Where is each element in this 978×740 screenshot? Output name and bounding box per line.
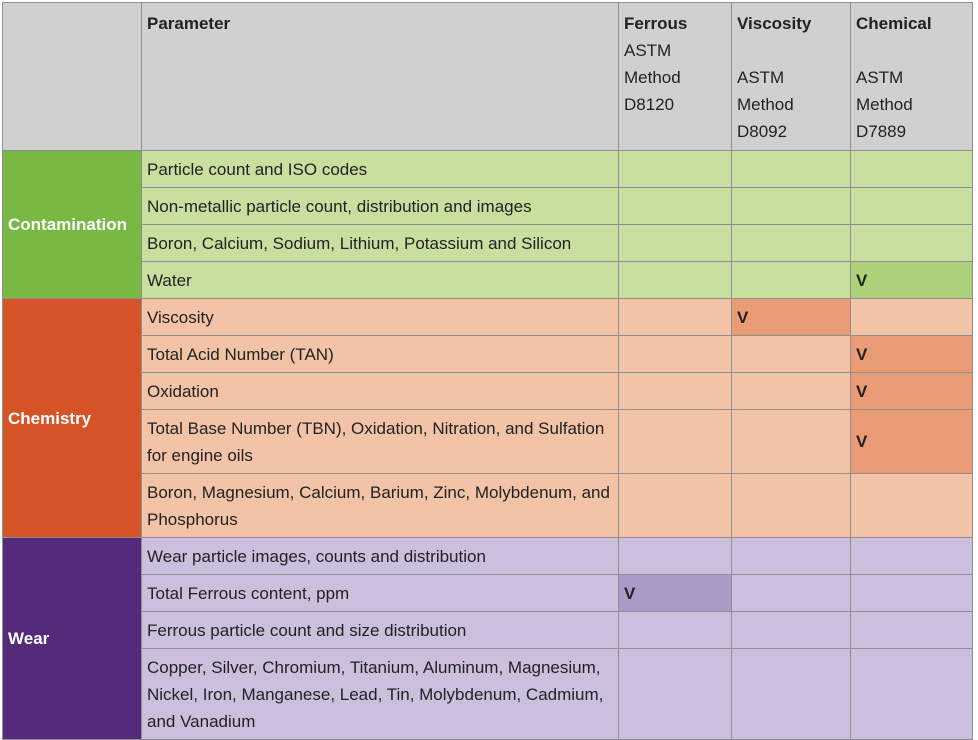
parameter-cell: Oxidation xyxy=(142,373,619,410)
parameter-cell: Total Ferrous content, ppm xyxy=(142,575,619,612)
ferrous-check-mark: V xyxy=(619,575,732,612)
header-ferrous-line: ASTM xyxy=(624,41,672,60)
table-wrapper xyxy=(2,2,973,740)
parameter-cell: Non-metallic particle count, distribution and images xyxy=(142,188,619,225)
header-viscosity-line: Method xyxy=(737,95,794,114)
table-row xyxy=(3,538,973,575)
table-row xyxy=(3,262,973,299)
chemical-cell xyxy=(851,575,973,612)
table-row xyxy=(3,612,973,649)
header-ferrous-line: Method xyxy=(624,68,681,87)
chemical-cell xyxy=(851,299,973,336)
ferrous-cell xyxy=(619,299,732,336)
viscosity-cell xyxy=(732,373,851,410)
header-parameter-label: Parameter xyxy=(147,14,231,33)
group-label-contamination: Contamination xyxy=(3,151,142,299)
header-chemical xyxy=(851,3,973,151)
viscosity-check-mark: V xyxy=(732,299,851,336)
parameter-cell: Particle count and ISO codes xyxy=(142,151,619,188)
viscosity-cell xyxy=(732,262,851,299)
ferrous-cell xyxy=(619,649,732,740)
header-chemical-line: ASTM xyxy=(856,68,904,87)
header-row xyxy=(3,3,973,151)
header-viscosity xyxy=(732,3,851,151)
chemical-cell xyxy=(851,151,973,188)
viscosity-cell xyxy=(732,225,851,262)
table-row xyxy=(3,649,973,740)
table-row xyxy=(3,575,973,612)
ferrous-cell xyxy=(619,612,732,649)
chemical-cell xyxy=(851,474,973,538)
parameter-cell: Boron, Calcium, Sodium, Lithium, Potassium and Silicon xyxy=(142,225,619,262)
parameter-cell: Boron, Magnesium, Calcium, Barium, Zinc, Molybdenum, and Phosphorus xyxy=(142,474,619,538)
viscosity-cell xyxy=(732,474,851,538)
header-chemical-line: Method xyxy=(856,95,913,114)
header-ferrous xyxy=(619,3,732,151)
ferrous-cell xyxy=(619,474,732,538)
header-parameter xyxy=(142,3,619,151)
test-method-table xyxy=(2,2,973,740)
header-ferrous-title: Ferrous xyxy=(624,14,688,33)
viscosity-cell xyxy=(732,575,851,612)
table-row xyxy=(3,299,973,336)
viscosity-cell xyxy=(732,538,851,575)
ferrous-cell xyxy=(619,225,732,262)
ferrous-cell xyxy=(619,188,732,225)
chemical-check-mark: V xyxy=(851,373,973,410)
parameter-cell: Water xyxy=(142,262,619,299)
chemical-cell xyxy=(851,649,973,740)
ferrous-cell xyxy=(619,538,732,575)
chemical-cell xyxy=(851,225,973,262)
table-row xyxy=(3,336,973,373)
table-row xyxy=(3,373,973,410)
table-row xyxy=(3,474,973,538)
header-viscosity-title: Viscosity xyxy=(737,14,812,33)
viscosity-cell xyxy=(732,188,851,225)
header-viscosity-line: ASTM xyxy=(737,68,785,87)
chemical-cell xyxy=(851,538,973,575)
parameter-cell: Wear particle images, counts and distribution xyxy=(142,538,619,575)
header-chemical-line: D7889 xyxy=(856,122,907,141)
header-viscosity-line: D8092 xyxy=(737,122,788,141)
parameter-cell: Ferrous particle count and size distribution xyxy=(142,612,619,649)
table-row xyxy=(3,225,973,262)
header-chemical-title: Chemical xyxy=(856,14,932,33)
table-row xyxy=(3,151,973,188)
group-label-chemistry: Chemistry xyxy=(3,299,142,538)
chemical-check-mark: V xyxy=(851,410,973,474)
chemical-check-mark: V xyxy=(851,336,973,373)
ferrous-cell xyxy=(619,262,732,299)
parameter-cell: Copper, Silver, Chromium, Titanium, Aluminum, Magnesium, Nickel, Iron, Manganese, Lead, Tin, Molybdenum, Cadmium, and Vanadium xyxy=(142,649,619,740)
ferrous-cell xyxy=(619,410,732,474)
chemical-cell xyxy=(851,188,973,225)
table-row xyxy=(3,410,973,474)
viscosity-cell xyxy=(732,612,851,649)
group-label-wear: Wear xyxy=(3,538,142,740)
chemical-cell xyxy=(851,612,973,649)
chemical-check-mark: V xyxy=(851,262,973,299)
parameter-cell: Viscosity xyxy=(142,299,619,336)
table-row xyxy=(3,188,973,225)
viscosity-cell xyxy=(732,649,851,740)
viscosity-cell xyxy=(732,410,851,474)
parameter-cell: Total Base Number (TBN), Oxidation, Nitration, and Sulfation for engine oils xyxy=(142,410,619,474)
ferrous-cell xyxy=(619,151,732,188)
viscosity-cell xyxy=(732,151,851,188)
ferrous-cell xyxy=(619,373,732,410)
viscosity-cell xyxy=(732,336,851,373)
parameter-cell: Total Acid Number (TAN) xyxy=(142,336,619,373)
header-ferrous-line: D8120 xyxy=(624,95,675,114)
ferrous-cell xyxy=(619,336,732,373)
header-corner-cell xyxy=(3,3,142,151)
